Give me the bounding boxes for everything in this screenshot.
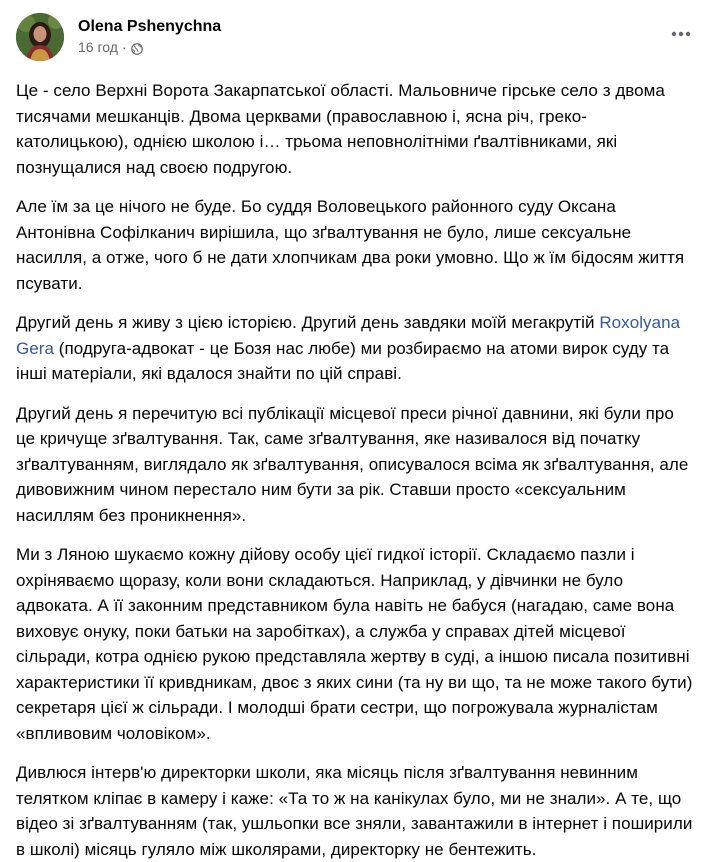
post-paragraph-3 <box>16 310 693 387</box>
post-time[interactable]: 16 год <box>78 39 118 56</box>
post-paragraph-2: Але їм за це нічого не буде. Бо суддя Воловецького районного суду Оксана Антонівна Софілканич вирішила, що зґвалтування не було, лише сексуальне насилля, а отже, чого б не дати хлопчикам два роки умовно. Що ж їм бідосям життя псувати. <box>16 197 685 293</box>
globe-icon[interactable] <box>131 42 143 54</box>
avatar-photo-icon <box>16 13 64 61</box>
post-body <box>16 78 693 862</box>
post-paragraph-1: Це - село Верхні Ворота Закарпатської області. Мальовниче гірське село з двома тисячами мешканців. Двома церквами (православною і, ясна річ, греко-католицькою), однією школою і… трьома неповнолітніми ґвалтівниками, які познущалися над своєю подругою. <box>16 81 665 177</box>
post-header <box>16 12 693 62</box>
more-dots-icon <box>671 31 691 37</box>
meta-separator: · <box>121 39 127 56</box>
post-paragraph-5: Ми з Ляною шукаємо кожну дійову особу цієї гидкої історії. Складаємо пазли і охріняваємо щоразу, коли вони складаються. Наприклад, у дівчинки не було адвоката. А її законним представником була навіть не бабуся (нагадаю, саме вона виховує онуку, поки батьки на заробітках), а служба у справах дітей місцевої сільради, котра однією рукою представляла жертву в суді, а іншою писала позитивні характеристики її кривдникам, двоє з яких сини (та ну ви що, та не може такого бути) секретаря цієї ж сільради. І молодші брати сестри, що погрожувала журналістам «впливовим чоловіком». <box>16 545 693 743</box>
more-options-button[interactable] <box>669 22 693 46</box>
post-paragraph-6: Дивлюся інтерв'ю директорки школи, яка місяць після зґвалтування невинним телятком кліпає в камеру і каже: «Та то ж на канікулах було, ми не знали». А те, що відео зі зґвалтуванням (так, ушльопки все зняли, завантажили в інтернет і поширили в школі) місяць гуляло між школярами, директорку не бентежить. <box>16 763 693 859</box>
author-avatar[interactable] <box>16 13 64 61</box>
paragraph-3-before: Другий день я живу з цією історією. Другий день завдяки моїй мегакрутій <box>16 313 600 332</box>
paragraph-3-after: (подруга-адвокат - це Бозя нас любе) ми розбираємо на атоми вирок суду та інші матеріали, які вдалося знайти по цій справі. <box>16 338 670 383</box>
mention-link[interactable]: Roxolyana Gera <box>16 313 681 358</box>
post-subline <box>78 39 221 57</box>
post-paragraph-4: Другий день я перечитую всі публікації місцевої преси річної давнини, які були про це кричуще зґвалтування. Так, саме зґвалтування, яке називалося від початку зґвалтуванням, виглядало як зґвалтування, описувалося всіма як зґвалтування, але дивовижним чином перестало ним бути за рік. Ставши просто «сексуальним насиллям без проникнення». <box>16 403 689 525</box>
author-name[interactable]: Olena Pshenychna <box>78 18 222 36</box>
post-meta <box>78 17 221 57</box>
